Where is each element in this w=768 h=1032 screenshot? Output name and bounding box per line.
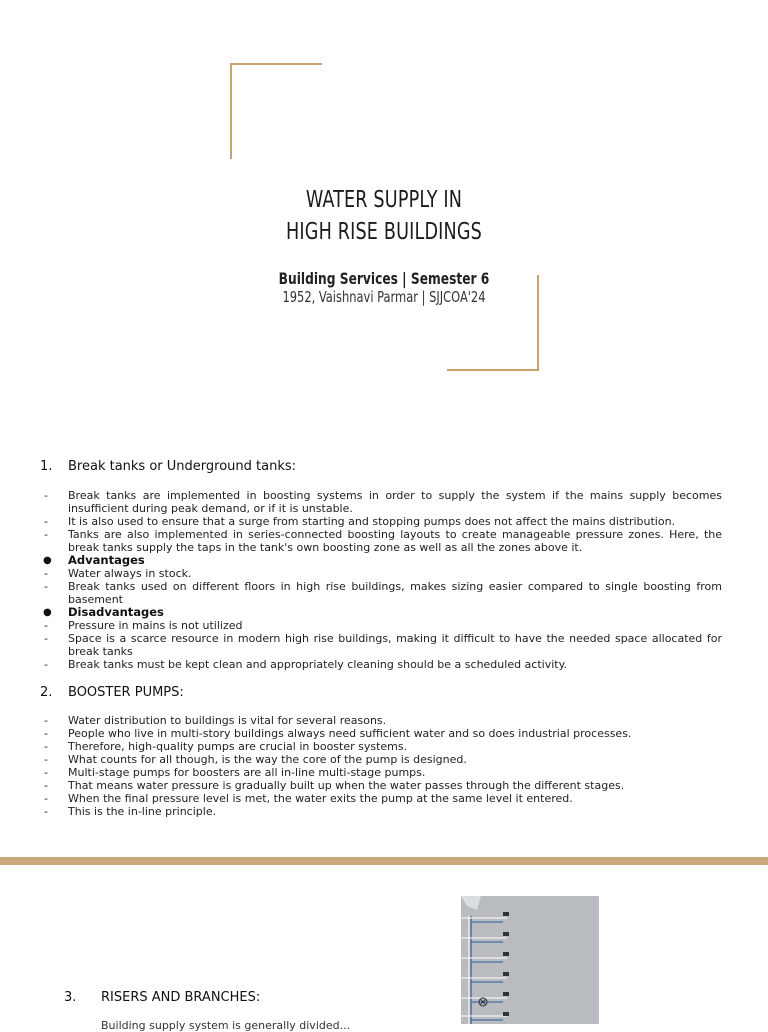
section-3-text: Building supply system is generally divided... [101,1019,351,1032]
section-2-heading [40,685,722,700]
list-item: - People who live in multi-story buildings always need sufficient water and so does industrial processes. [44,727,632,740]
list-item: - Break tanks must be kept clean and appropriately cleaning should be a scheduled activity. [44,658,568,671]
course-subtitle: Building Services | Semester 6 [278,269,490,288]
disadvantages-heading: ● Disadvantages [43,605,164,619]
list-item: - Therefore, high-quality pumps are crucial in booster systems. [44,740,408,753]
second-page [0,865,768,1032]
section-title: RISERS AND BRANCHES: [101,990,261,1005]
list-item: - This is the in-line principle. [44,805,217,818]
disadvantages-list [40,619,722,671]
list-item: - It is also used to ensure that a surge from starting and stopping pumps does not affect the mains distribution. [44,515,676,528]
decorative-bracket-top-left [230,63,322,159]
list-item: - Tanks are also implemented in series-connected boosting layouts to create manageable pressure zones. Here, the break tanks supply the taps in the tank's own boosting zone as well as all the zones above it. [44,528,722,554]
list-item: - Pressure in mains is not utilized [44,619,243,632]
page-title [58,184,711,248]
list-item: - Break tanks are implemented in boosting systems in order to supply the system if the mains supply becomes insufficient during peak demand, or if it is unstable. [44,489,722,515]
title-line-1: WATER SUPPLY IN [305,187,463,213]
section-number: 2. [40,685,53,700]
section-1-intro-list [40,489,722,554]
subtitle-block [58,269,711,306]
riser-diagram-illustration [461,896,599,1024]
riser-diagram-image [461,896,599,1024]
section-title: Break tanks or Underground tanks: [68,459,297,474]
list-item: - Water always in stock. [44,567,192,580]
list-item: - Break tanks used on different floors in high rise buildings, makes sizing easier compared to single boosting from basement [44,580,722,606]
section-1-heading [40,459,722,474]
list-item: - That means water pressure is gradually built up when the water passes through the different stages. [44,779,625,792]
list-item: - What counts for all though, is the way the core of the pump is designed. [44,753,467,766]
content-body [40,459,722,818]
section-number: 1. [40,459,53,474]
section-title: BOOSTER PUMPS: [68,685,184,700]
advantages-heading: ● Advantages [43,553,145,567]
author-line: 1952, Vaishnavi Parmar | SJJCOA'24 [282,288,486,306]
list-item: - Space is a scarce resource in modern high rise buildings, making it difficult to have the needed space allocated for break tanks [44,632,722,658]
list-item: - Multi-stage pumps for boosters are all in-line multi-stage pumps. [44,766,426,779]
page-divider [0,857,768,865]
list-item: - When the final pressure level is met, the water exits the pump at the same level it entered. [44,792,573,805]
list-item: - Water distribution to buildings is vital for several reasons. [44,714,387,727]
title-line-2: HIGH RISE BUILDINGS [286,219,482,245]
section-3-heading [64,990,260,1005]
section-2-list [40,714,722,818]
section-number: 3. [64,990,77,1005]
advantages-list [40,567,722,606]
